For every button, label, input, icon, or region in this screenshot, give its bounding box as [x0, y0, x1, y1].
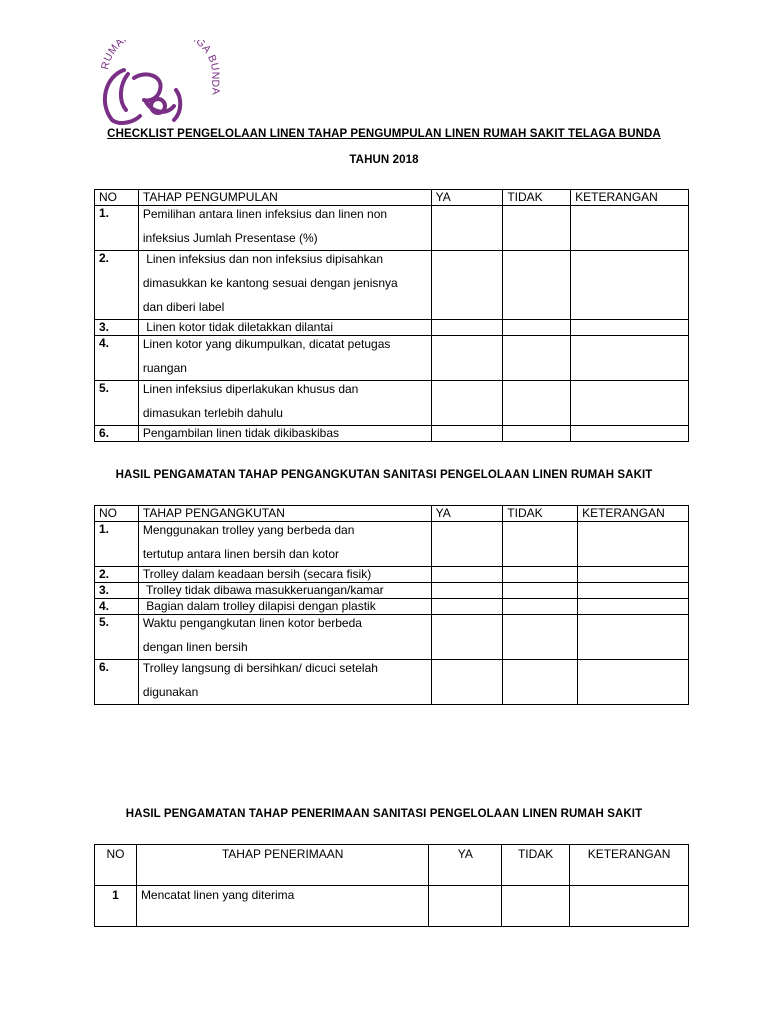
column-header: TIDAK	[503, 506, 578, 522]
column-header: YA	[431, 506, 503, 522]
table-row	[95, 583, 689, 599]
hospital-logo-icon	[90, 40, 230, 130]
row-number: 2.	[95, 567, 139, 583]
ya-checkbox-cell[interactable]	[431, 251, 503, 320]
section3-title: HASIL PENGAMATAN TAHAP PENERIMAAN SANITASI PENGELOLAAN LINEN RUMAH SAKIT	[125, 808, 643, 820]
transport-table	[94, 505, 689, 705]
tidak-checkbox-cell[interactable]	[503, 426, 571, 442]
ya-checkbox-cell[interactable]	[431, 206, 503, 251]
tidak-checkbox-cell[interactable]	[503, 206, 571, 251]
keterangan-cell[interactable]	[571, 251, 689, 320]
keterangan-cell[interactable]	[578, 599, 689, 615]
row-number: 4.	[95, 599, 139, 615]
row-number: 3.	[95, 583, 139, 599]
description-line: dimasukkan ke kantong sesuai dengan jenisnya	[142, 276, 398, 290]
description-line: tertutup antara linen bersih dan kotor	[142, 547, 340, 561]
row-description	[138, 615, 431, 660]
description-line: Linen kotor yang dikumpulkan, dicatat petugas	[142, 337, 391, 351]
column-header: YA	[429, 845, 502, 886]
table-header-row	[95, 845, 689, 886]
hospital-logo	[90, 40, 230, 130]
tidak-checkbox-cell[interactable]	[503, 583, 578, 599]
keterangan-cell[interactable]	[578, 615, 689, 660]
column-header: TAHAP PENGANGKUTAN	[138, 506, 431, 522]
description-line: Trolley tidak dibawa masukkeruangan/kamar	[142, 583, 384, 597]
description-line: Mencatat linen yang diterima	[140, 888, 295, 902]
tidak-checkbox-cell[interactable]	[503, 615, 578, 660]
keterangan-cell[interactable]	[570, 886, 689, 927]
tidak-checkbox-cell[interactable]	[503, 381, 571, 426]
ya-checkbox-cell[interactable]	[431, 381, 503, 426]
ya-checkbox-cell[interactable]	[431, 583, 503, 599]
table-row	[95, 381, 689, 426]
description-line: Pengambilan linen tidak dikibaskibas	[142, 426, 339, 440]
keterangan-cell[interactable]	[578, 522, 689, 567]
row-number: 2.	[95, 251, 139, 320]
table-row	[95, 615, 689, 660]
section1-title: CHECKLIST PENGELOLAAN LINEN TAHAP PENGUMPULAN LINEN RUMAH SAKIT TELAGA BUNDA	[107, 128, 661, 140]
row-description	[138, 567, 431, 583]
column-header: KETERANGAN	[570, 845, 689, 886]
row-number: 5.	[95, 381, 139, 426]
collection-table	[94, 189, 689, 442]
tidak-checkbox-cell[interactable]	[503, 599, 578, 615]
column-header: KETERANGAN	[571, 190, 689, 206]
table-row	[95, 886, 689, 927]
ya-checkbox-cell[interactable]	[429, 886, 502, 927]
table-row	[95, 660, 689, 705]
column-header: YA	[431, 190, 503, 206]
table-row	[95, 567, 689, 583]
ya-checkbox-cell[interactable]	[431, 567, 503, 583]
column-header: TIDAK	[503, 190, 571, 206]
column-header: NO	[95, 190, 139, 206]
table-row	[95, 426, 689, 442]
keterangan-cell[interactable]	[578, 660, 689, 705]
row-description	[138, 522, 431, 567]
row-number: 1	[95, 886, 137, 927]
description-line: dimasukan terlebih dahulu	[142, 406, 283, 420]
row-number: 6.	[95, 426, 139, 442]
keterangan-cell[interactable]	[571, 320, 689, 336]
row-number: 4.	[95, 336, 139, 381]
keterangan-cell[interactable]	[578, 567, 689, 583]
row-description	[138, 660, 431, 705]
row-number: 6.	[95, 660, 139, 705]
logo-text: RUMA GA BUNDA	[99, 40, 222, 96]
keterangan-cell[interactable]	[571, 381, 689, 426]
tidak-checkbox-cell[interactable]	[502, 886, 570, 927]
row-description	[138, 336, 431, 381]
keterangan-cell[interactable]	[571, 426, 689, 442]
section2-title: HASIL PENGAMATAN TAHAP PENGANGKUTAN SANITASI PENGELOLAAN LINEN RUMAH SAKIT	[115, 469, 653, 481]
description-line: Linen infeksius diperlakukan khusus dan	[142, 382, 359, 396]
keterangan-cell[interactable]	[571, 336, 689, 381]
tidak-checkbox-cell[interactable]	[503, 567, 578, 583]
tidak-checkbox-cell[interactable]	[503, 660, 578, 705]
row-description	[138, 206, 431, 251]
keterangan-cell[interactable]	[571, 206, 689, 251]
row-number: 5.	[95, 615, 139, 660]
ya-checkbox-cell[interactable]	[431, 336, 503, 381]
description-line: Menggunakan trolley yang berbeda dan	[142, 523, 355, 537]
ya-checkbox-cell[interactable]	[431, 320, 503, 336]
description-line: Trolley langsung di bersihkan/ dicuci setelah	[142, 661, 378, 675]
ya-checkbox-cell[interactable]	[431, 599, 503, 615]
ya-checkbox-cell[interactable]	[431, 426, 503, 442]
tidak-checkbox-cell[interactable]	[503, 320, 571, 336]
table-row	[95, 251, 689, 320]
table-row	[95, 522, 689, 567]
description-line: Linen infeksius dan non infeksius dipisahkan	[142, 252, 384, 266]
description-line: Linen kotor tidak diletakkan dilantai	[142, 320, 333, 334]
column-header: NO	[95, 506, 139, 522]
description-line: Waktu pengangkutan linen kotor berbeda	[142, 616, 362, 630]
row-description	[136, 886, 428, 927]
description-line: dengan linen bersih	[142, 640, 248, 654]
description-line: Bagian dalam trolley dilapisi dengan plastik	[142, 599, 376, 613]
row-description	[138, 426, 431, 442]
row-description	[138, 251, 431, 320]
column-header: TAHAP PENERIMAAN	[136, 845, 428, 886]
column-header: KETERANGAN	[578, 506, 689, 522]
table-row	[95, 336, 689, 381]
section1-subtitle: TAHUN 2018	[349, 154, 419, 166]
table-row	[95, 206, 689, 251]
column-header: TAHAP PENGUMPULAN	[138, 190, 431, 206]
row-number: 1.	[95, 206, 139, 251]
keterangan-cell[interactable]	[578, 583, 689, 599]
description-line: Trolley dalam keadaan bersih (secara fisik)	[142, 567, 372, 581]
tidak-checkbox-cell[interactable]	[503, 251, 571, 320]
description-line: ruangan	[142, 361, 187, 375]
description-line: dan diberi label	[142, 300, 225, 314]
tidak-checkbox-cell[interactable]	[503, 522, 578, 567]
row-description	[138, 381, 431, 426]
row-number: 1.	[95, 522, 139, 567]
receiving-table	[94, 844, 689, 927]
column-header: NO	[95, 845, 137, 886]
tidak-checkbox-cell[interactable]	[503, 336, 571, 381]
column-header: TIDAK	[502, 845, 570, 886]
ya-checkbox-cell[interactable]	[431, 522, 503, 567]
ya-checkbox-cell[interactable]	[431, 660, 503, 705]
row-description	[138, 583, 431, 599]
ya-checkbox-cell[interactable]	[431, 615, 503, 660]
row-number: 3.	[95, 320, 139, 336]
description-line: digunakan	[142, 685, 199, 699]
description-line: infeksius Jumlah Presentase (%)	[142, 231, 318, 245]
description-line: Pemilihan antara linen infeksius dan linen non	[142, 207, 388, 221]
